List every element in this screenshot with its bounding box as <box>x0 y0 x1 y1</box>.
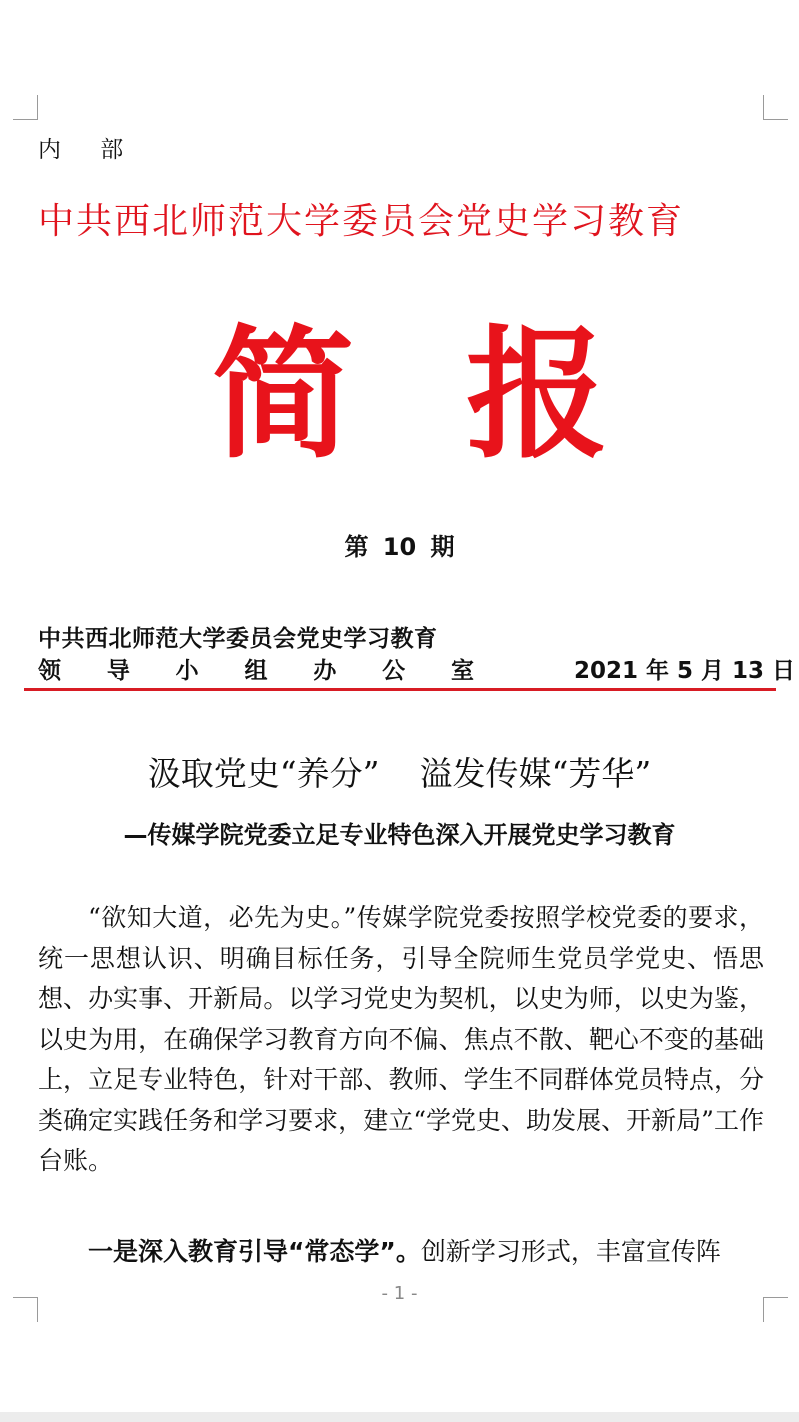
paragraph-2-text: 创新学习形式，丰富宣传阵 <box>420 1237 721 1266</box>
article-title-part-2: 溢发传媒“芳华” <box>419 754 652 793</box>
issuer-line-1: 中共西北师范大学委员会党史学习教育 <box>38 626 438 652</box>
issuer-char: 小 <box>175 658 199 684</box>
issuer-char: 组 <box>244 658 268 684</box>
page-number: - 1 - <box>381 1283 418 1304</box>
issue-date: 2021 年 5 月 13 日 <box>574 658 796 684</box>
issuer-char: 办 <box>313 658 337 684</box>
crop-mark-top-right <box>763 95 788 120</box>
paragraph-2-lead: 一是深入教育引导“常态学”。 <box>88 1237 421 1266</box>
organization-header: 中共西北师范大学委员会党史学习教育 <box>38 201 685 242</box>
issuer-char: 领 <box>38 658 61 684</box>
red-divider <box>24 688 776 691</box>
article-title-part-1: 汲取党史“养分” <box>147 754 380 793</box>
issuer-line-2 <box>38 652 474 685</box>
issue-number: 第 10 期 <box>344 533 455 561</box>
bulletin-title-char-1: 简 <box>212 313 354 478</box>
crop-mark-top-left <box>13 95 38 120</box>
bulletin-title-char-2: 报 <box>466 313 608 478</box>
article-paragraph-2 <box>38 1232 764 1273</box>
issuer-char: 导 <box>106 658 130 684</box>
issuer-char: 公 <box>382 658 406 684</box>
article-subtitle: —传媒学院党委立足专业特色深入开展党史学习教育 <box>123 821 676 849</box>
issuer-char: 室 <box>450 658 474 684</box>
article-paragraph-1: “欲知大道，必先为史。”传媒学院党委按照学校党委的要求，统一思想认识、明确目标任务，引导全院师生党员学党史、悟思想、办实事、开新局。以学习党史为契机，以史为师，以史为鉴，以史为用，在确保学习教育方向不偏、焦点不散、靶心不变的基础上，立足专业特色，针对干部、教师、学生不同群体党员特点，分类确定实践任务和学习要求，建立“学党史、助发展、开新局”工作台账。 <box>38 903 764 1175</box>
article-title <box>0 748 799 795</box>
classification-label: 内 部 <box>38 137 140 163</box>
